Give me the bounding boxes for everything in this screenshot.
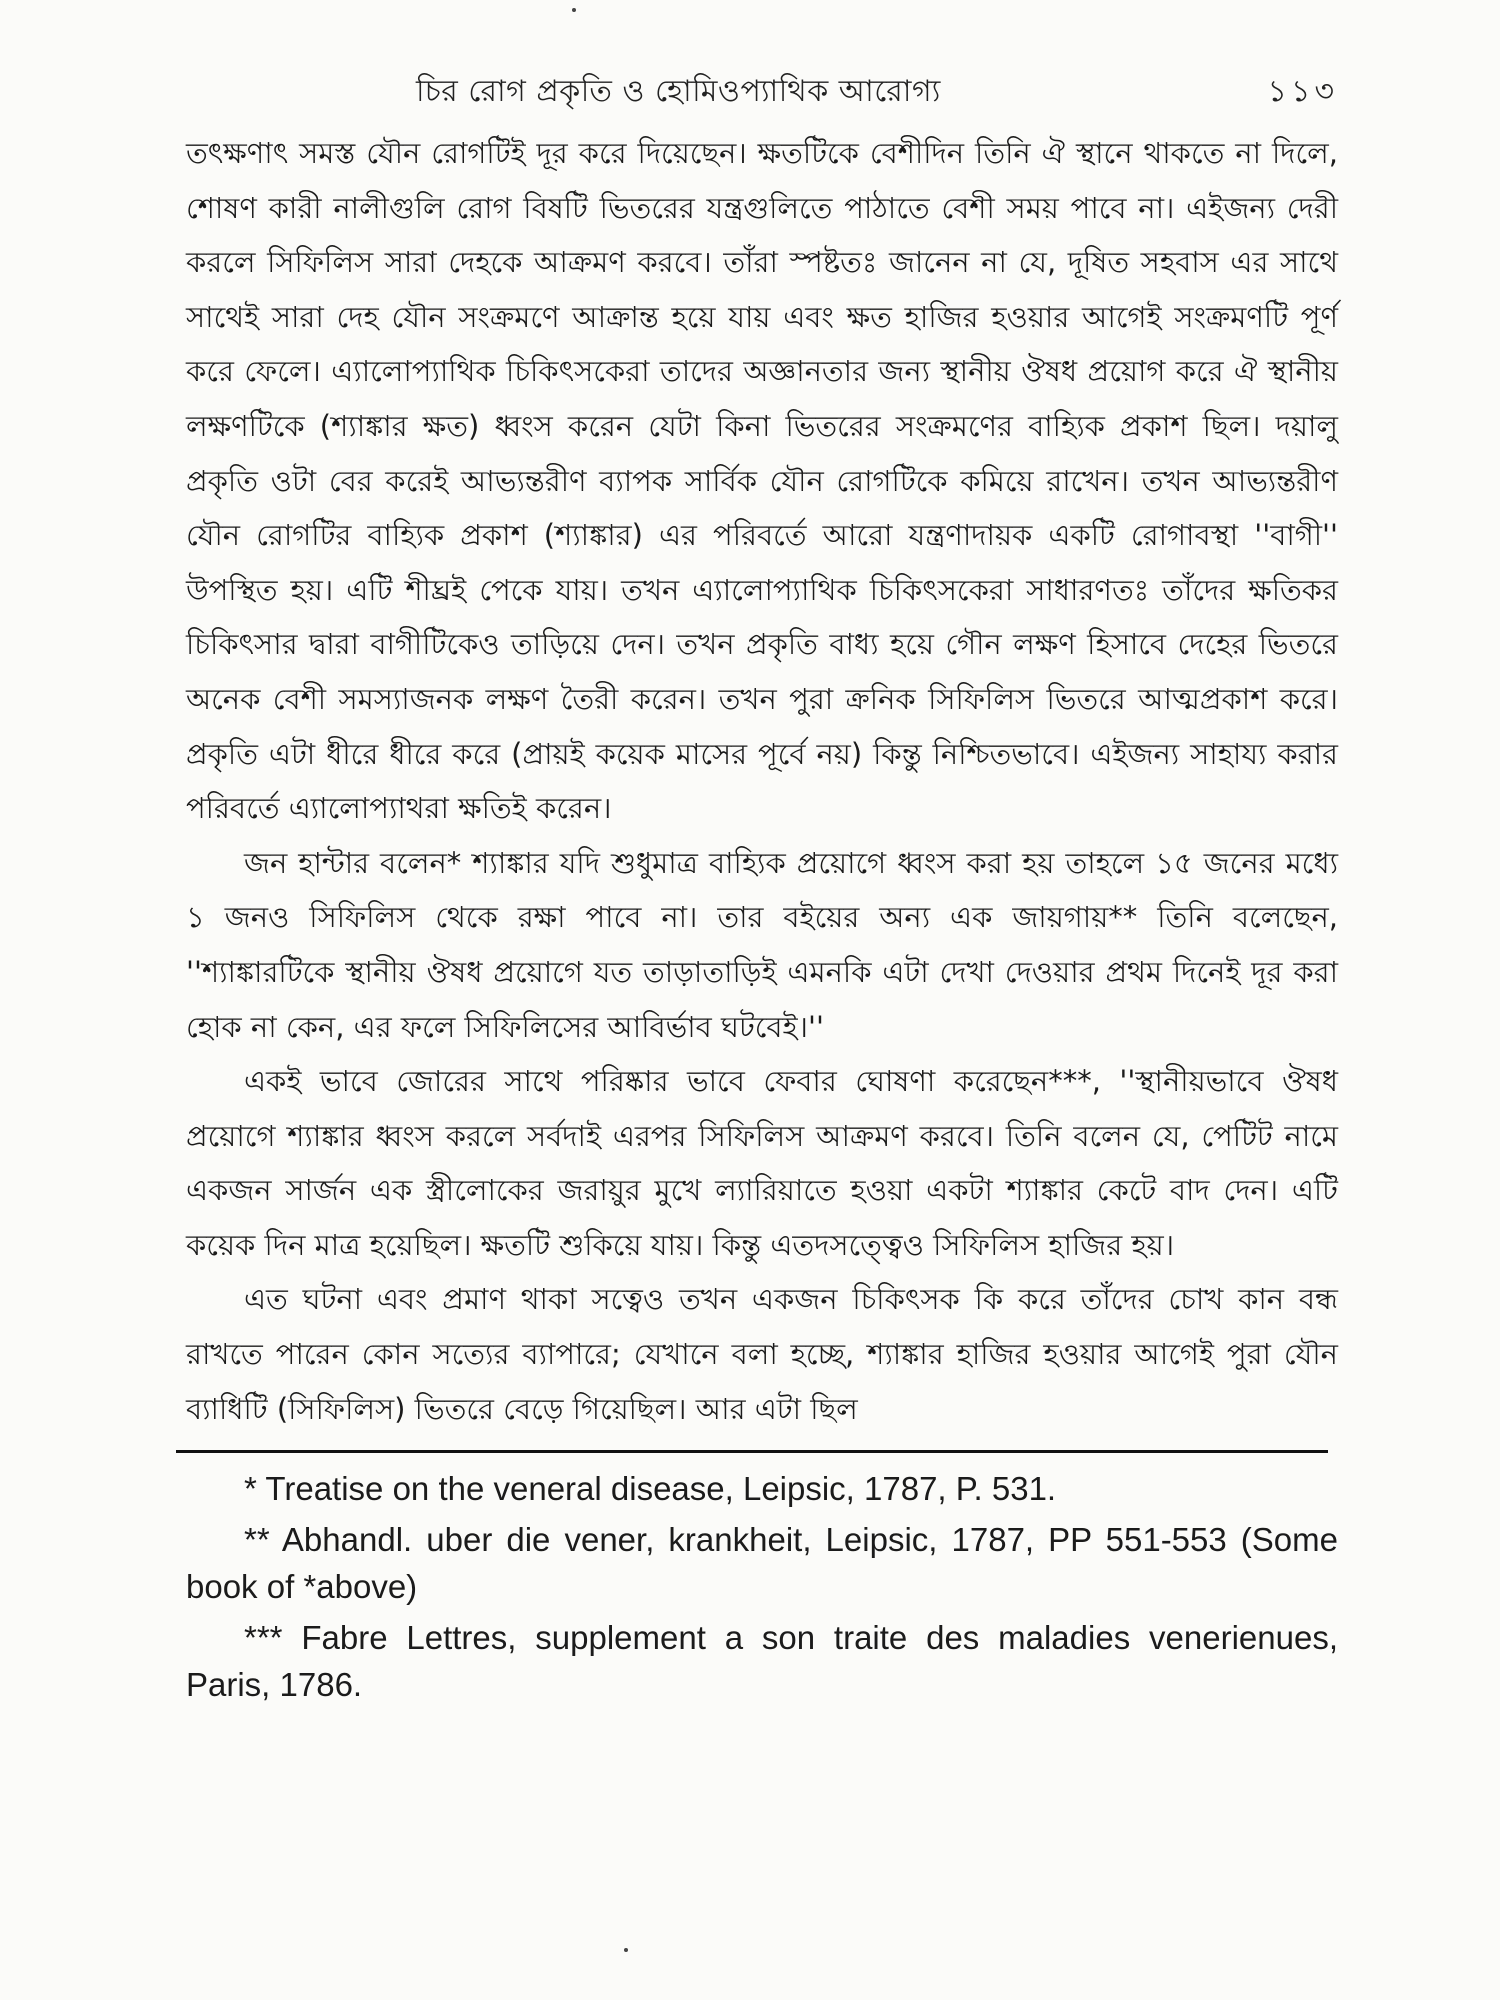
footnote-1: * Treatise on the veneral disease, Leipsic, 1787, P. 531. [244,1470,1057,1508]
page-number: ১১৩ [1267,74,1338,109]
footnote-divider [176,1450,1328,1453]
paragraph-2: জন হান্টার বলেন* শ্যাঙ্কার যদি শুধুমাত্র বাহ্যিক প্রয়োগে ধ্বংস করা হয় তাহলে ১৫ জনের মধ্যে ১ জনও সিফিলিস থেকে রক্ষা পাবে না। তার বইয়ের অন্য এক জায়গায়** তিনি বলেছেন, ''শ্যাঙ্কারটিকে স্থানীয় ঔষধ প্রয়োগে যত তাড়াতাড়িই এমনকি এটা দেখা দেওয়ার প্রথম দিনেই দূর করা হোক না কেন, এর ফলে সিফিলিসের আবির্ভাব ঘটবেই।'' [186,845,1338,1044]
running-title: চির রোগ প্রকৃতি ও হোমিওপ্যাথিক আরোগ্য [416,74,941,109]
footnote-3: *** Fabre Lettres, supplement a son traite des maladies venerienues, Paris, 1786. [186,1619,1338,1704]
footnotes [186,1465,1338,1708]
footnote-2: ** Abhandl. uber die vener, krankheit, Leipsic, 1787, PP 551-553 (Some book of *above) [186,1521,1338,1606]
body-text [186,126,1338,1436]
scan-speck [624,1948,628,1952]
scan-speck [572,8,576,12]
paragraph-4: এত ঘটনা এবং প্রমাণ থাকা সত্বেও তখন একজন চিকিৎসক কি করে তাঁদের চোখ কান বন্ধ রাখতে পারেন কোন সত্যের ব্যাপারে; যেখানে বলা হচ্ছে, শ্যাঙ্কার হাজির হওয়ার আগেই পুরা যৌন ব্যাধিটি (সিফিলিস) ভিতরে বেড়ে গিয়েছিল। আর এটা ছিল [186,1282,1338,1426]
book-page [186,64,1338,1964]
paragraph-3: একই ভাবে জোরের সাথে পরিষ্কার ভাবে ফেবার ঘোষণা করেছেন***, ''স্থানীয়ভাবে ঔষধ প্রয়োগে শ্যাঙ্কার ধ্বংস করলে সর্বদাই এরপর সিফিলিস আক্রমণ করবে। তিনি বলেন যে, পেটিট নামে একজন সার্জন এক স্ত্রীলোকের জরায়ুর মুখে ল্যারিয়াতে হওয়া একটা শ্যাঙ্কার কেটে বাদ দেন। এটি কয়েক দিন মাত্র হয়েছিল। ক্ষতটি শুকিয়ে যায়। কিন্তু এতদসত্ত্বেও সিফিলিস হাজির হয়। [186,1064,1338,1262]
running-header [186,64,1338,120]
paragraph-1: তৎক্ষণাৎ সমস্ত যৌন রোগটিই দূর করে দিয়েছেন। ক্ষতটিকে বেশীদিন তিনি ঐ স্থানে থাকতে না দিলে, শোষণ কারী নালীগুলি রোগ বিষটি ভিতরের যন্ত্রগুলিতে পাঠাতে বেশী সময় পাবে না। এইজন্য দেরী করলে সিফিলিস সারা দেহকে আক্রমণ করবে। তাঁরা স্পষ্টতঃ জানেন না যে, দূষিত সহবাস এর সাথে সাথেই সারা দেহ যৌন সংক্রমণে আক্রান্ত হয়ে যায় এবং ক্ষত হাজির হওয়ার আগেই সংক্রমণটি পূর্ণ করে ফেলে। এ্যালোপ্যাথিক চিকিৎসকেরা তাদের অজ্ঞানতার জন্য স্থানীয় ঔষধ প্রয়োগ করে ঐ স্থানীয় লক্ষণটিকে (শ্যাঙ্কার ক্ষত) ধ্বংস করেন যেটা কিনা ভিতরের সংক্রমণের বাহ্যিক প্রকাশ ছিল। দয়ালু প্রকৃতি ওটা বের করেই আভ্যন্তরীণ ব্যাপক সার্বিক যৌন রোগটিকে কমিয়ে রাখেন। তখন আভ্যন্তরীণ যৌন রোগটির বাহ্যিক প্রকাশ (শ্যাঙ্কার) এর পরিবর্তে আরো যন্ত্রণাদায়ক একটি রোগাবস্থা ''বাগী'' উপস্থিত হয়। এটি শীঘ্রই পেকে যায়। তখন এ্যালোপ্যাথিক চিকিৎসকেরা সাধারণতঃ তাঁদের ক্ষতিকর চিকিৎসার দ্বারা বাগীটিকেও তাড়িয়ে দেন। তখন প্রকৃতি বাধ্য হয়ে গৌন লক্ষণ হিসাবে দেহের ভিতরে অনেক বেশী সমস্যাজনক লক্ষণ তৈরী করেন। তখন পুরা ক্রনিক সিফিলিস ভিতরে আত্মপ্রকাশ করে। প্রকৃতি এটা ধীরে ধীরে করে (প্রায়ই কয়েক মাসের পূর্বে নয়) কিন্তু নিশ্চিতভাবে। এইজন্য সাহায্য করার পরিবর্তে এ্যালোপ্যাথরা ক্ষতিই করেন। [186,136,1338,826]
